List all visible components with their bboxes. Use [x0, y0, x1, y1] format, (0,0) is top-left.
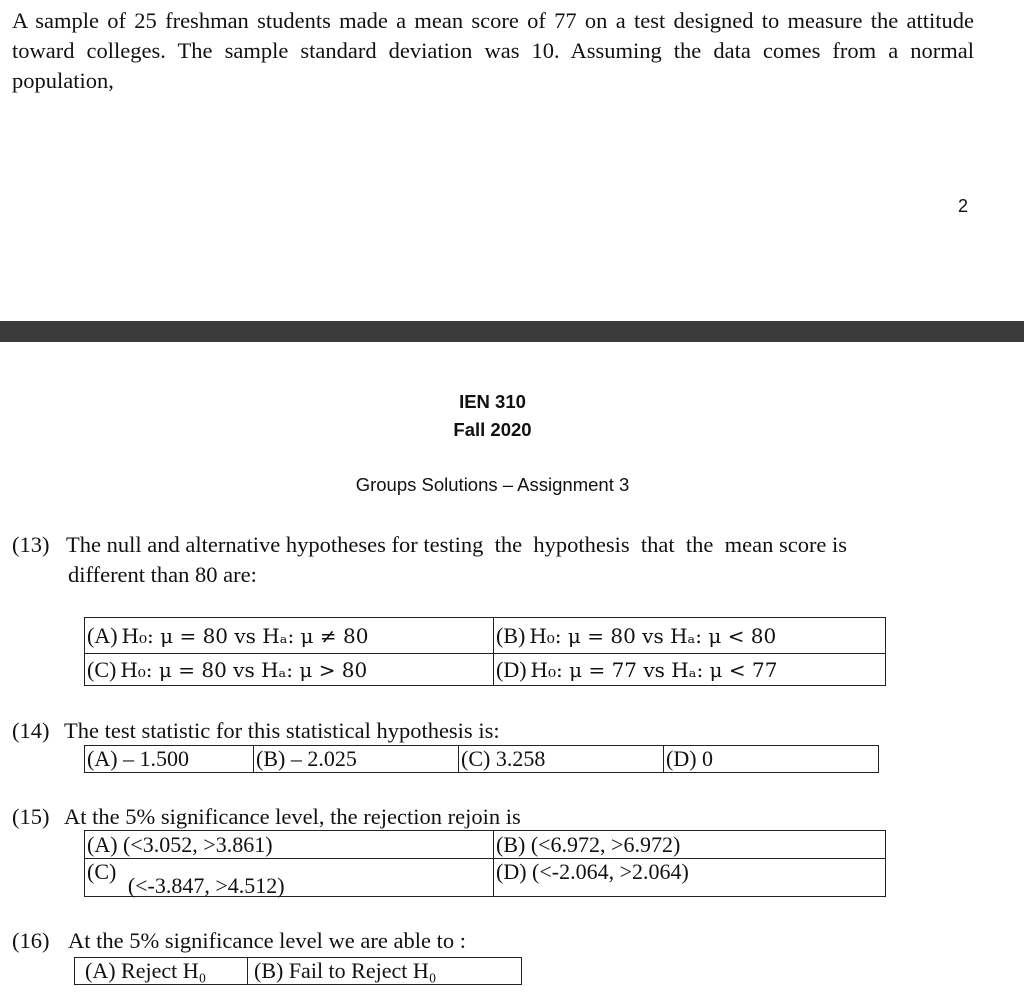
page-number: 2 [958, 196, 969, 216]
option-15-d-label: (D) [496, 859, 527, 884]
option-15-c[interactable] [85, 859, 494, 897]
question-14-text: The test statistic for this statistical hypothesis is: [64, 718, 500, 743]
question-13-options [84, 617, 886, 686]
option-13-b[interactable] [494, 618, 886, 654]
option-15-a-region: (<3.052, >3.861) [123, 831, 273, 857]
option-13-d-hypotheses: H₀: μ = 77 vs Hₐ: μ < 77 [530, 657, 778, 682]
intro-paragraph: A sample of 25 freshman students made a mean score of 77 on a test designed to measure the attitude toward colleges. The sample standard deviation was 10. Assuming the data comes from a normal population, [12, 8, 974, 93]
question-16-text: At the 5% significance level we are able to : [68, 928, 466, 953]
term: Fall 2020 [453, 419, 532, 440]
option-15-a[interactable] [85, 831, 494, 859]
option-13-c-hypotheses: H₀: μ = 80 vs Hₐ: μ > 80 [120, 657, 368, 682]
question-15-number: (15) [12, 804, 50, 829]
question-13-number: (13) [12, 532, 50, 557]
option-15-c-label: (C) [87, 859, 117, 884]
option-13-d[interactable] [494, 654, 886, 686]
question-16-number: (16) [12, 928, 50, 953]
option-14-b[interactable]: (B) – 2.025 [254, 746, 459, 773]
option-14-a[interactable]: (A) – 1.500 [85, 746, 254, 773]
option-13-a[interactable] [85, 618, 494, 654]
option-13-b-label: (B) [496, 622, 526, 648]
option-13-a-label: (A) [87, 622, 118, 648]
option-13-d-label: (D) [496, 656, 527, 682]
option-15-a-label: (A) [87, 831, 118, 857]
question-13-line-1: The null and alternative hypotheses for testing the hypothesis that the mean score is [66, 532, 848, 557]
course-code: IEN 310 [459, 391, 526, 412]
question-15-options [84, 830, 886, 897]
option-13-a-hypotheses: H₀: μ = 80 vs Hₐ: μ ≠ 80 [121, 623, 369, 648]
option-13-b-hypotheses: H₀: μ = 80 vs Hₐ: μ < 80 [529, 623, 777, 648]
question-16-options [74, 957, 522, 985]
option-13-c[interactable] [85, 654, 494, 686]
option-14-c[interactable]: (C) 3.258 [459, 746, 664, 773]
page-divider [0, 321, 1024, 342]
question-14-number: (14) [12, 718, 50, 743]
assignment-title: Groups Solutions – Assignment 3 [355, 474, 630, 495]
option-15-b-region: (<6.972, >6.972) [530, 831, 681, 857]
option-15-b[interactable] [494, 831, 886, 859]
option-16-b[interactable]: (B) Fail to Reject H₀ [248, 958, 522, 985]
question-15-text: At the 5% significance level, the rejection rejoin is [64, 804, 521, 829]
option-14-d[interactable]: (D) 0 [664, 746, 879, 773]
question-13-line-2: different than 80 are: [68, 562, 257, 587]
option-16-a[interactable]: (A) Reject H₀ [75, 958, 248, 985]
option-15-d-region: (<-2.064, >2.064) [532, 859, 689, 884]
option-15-d[interactable] [494, 859, 886, 897]
question-14-options [84, 745, 879, 773]
option-13-c-label: (C) [87, 656, 117, 682]
option-15-c-region: (<-3.847, >4.512) [127, 873, 285, 898]
option-15-b-label: (B) [496, 831, 526, 857]
